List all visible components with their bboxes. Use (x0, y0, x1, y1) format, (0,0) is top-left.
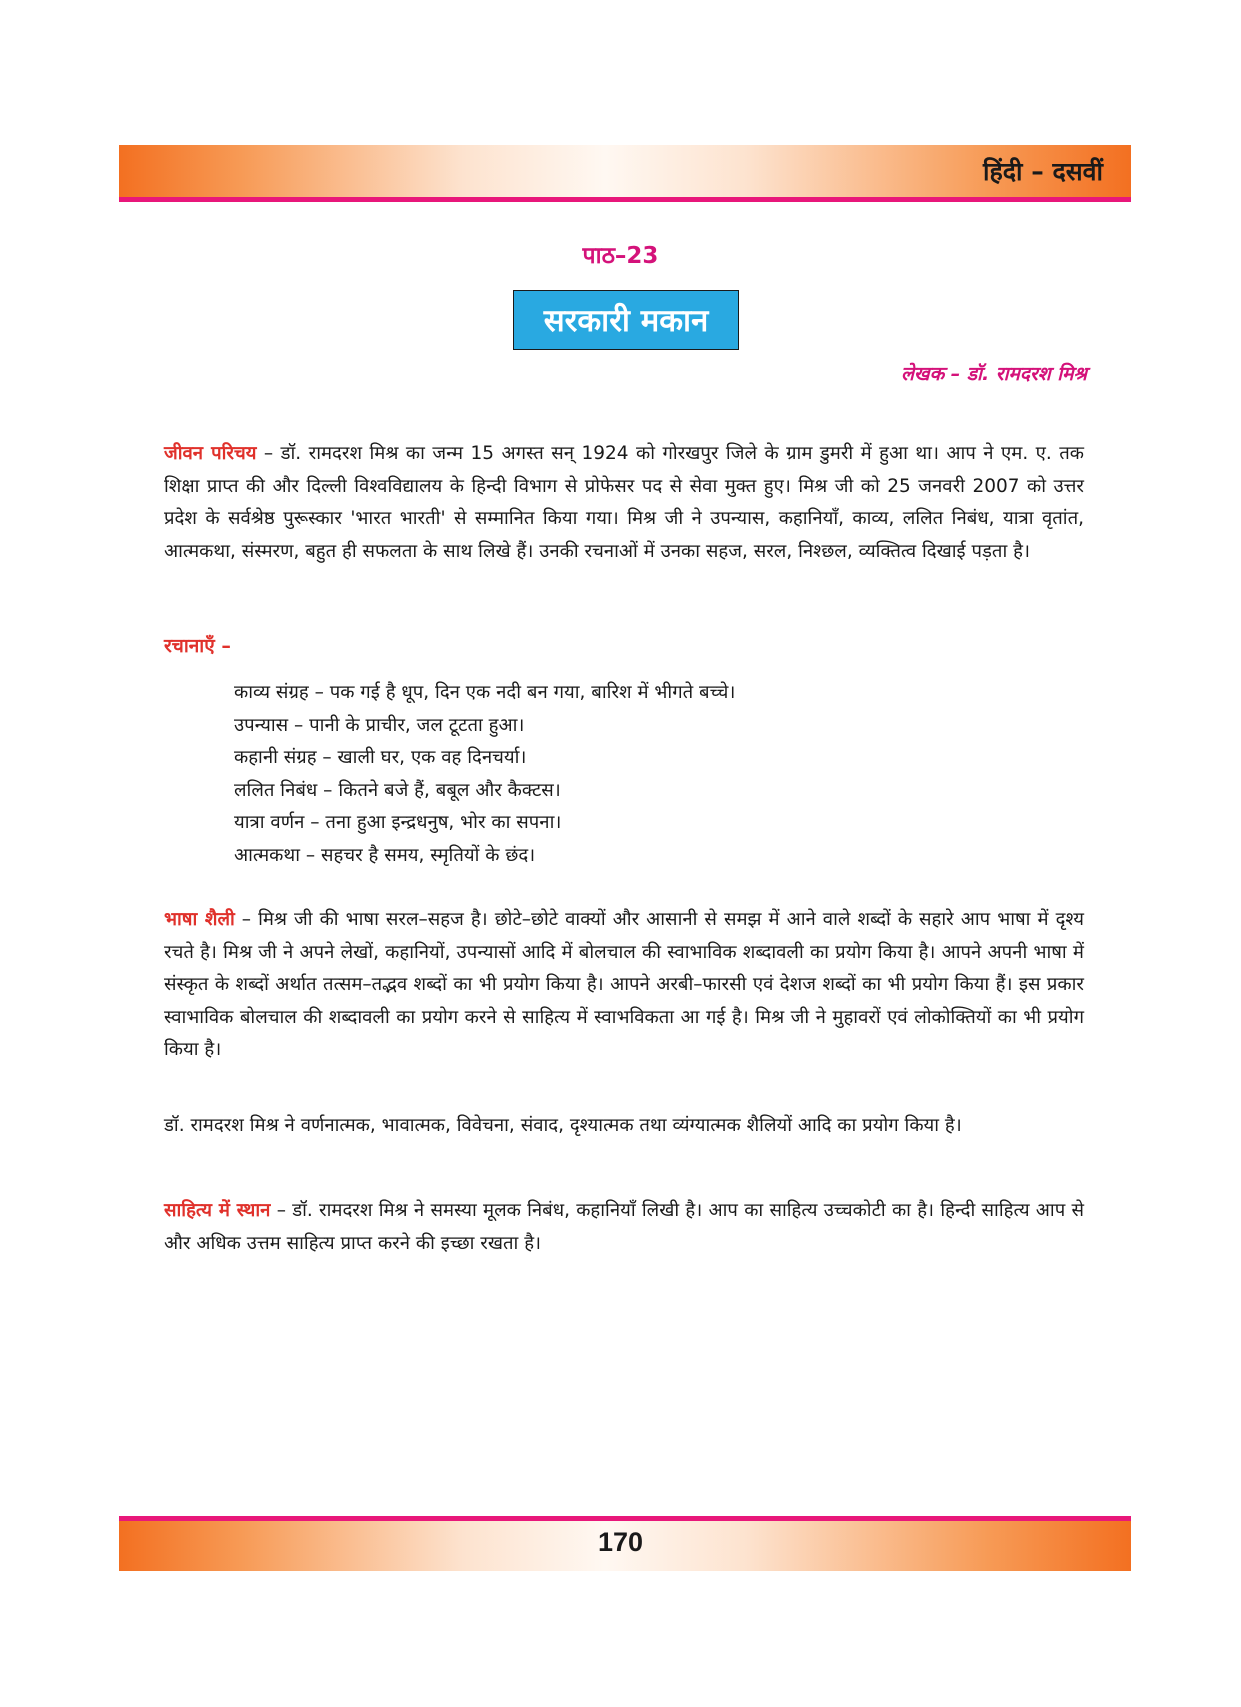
biography-paragraph (164, 438, 1084, 568)
works-heading: रचानाएँ – (164, 635, 231, 657)
header-band (119, 145, 1131, 197)
lesson-title-box (513, 290, 739, 350)
language-style-label: भाषा शैली (164, 909, 235, 930)
literary-place-paragraph (164, 1195, 1084, 1260)
list-item: उपन्यास – पानी के प्राचीर, जल टूटता हुआ। (234, 714, 525, 736)
literary-place-label: साहित्य में स्थान (164, 1200, 271, 1221)
literary-place-text: – डॉ. रामदरश मिश्र ने समस्या मूलक निबंध, कहानियाँ लिखी है। आप का साहित्य उच्चकोटी का है। हिन्दी साहित्य आप से और अधिक उत्तम साहित्य प्राप्त करने की इच्छा रखता है। (164, 1200, 1084, 1254)
header-divider (119, 197, 1131, 202)
biography-text: – डॉ. रामदरश मिश्र का जन्म 15 अगस्त सन् 1924 को गोरखपुर जिले के ग्राम डुमरी में हुआ था। आप ने एम. ए. तक शिक्षा प्राप्त की और दिल्ली विश्वविद्यालय के हिन्दी विभाग से प्रोफेसर पद से सेवा मुक्त हुए। मिश्र जी को 25 जनवरी 2007 को उत्तर प्रदेश के सर्वश्रेष्ठ पुरूस्कार 'भारत भारती' से सम्मानित किया गया। मिश्र जी ने उपन्यास, कहानियाँ, काव्य, ललित निबंध, यात्रा वृतांत, आत्मकथा, संस्मरण, बहुत ही सफलता के साथ लिखे हैं। उनकी रचनाओं में उनका सहज, सरल, निश्छल, व्यक्तित्व दिखाई पड़ता है। (164, 443, 1084, 562)
lesson-title: सरकारी मकान (543, 303, 709, 339)
language-style-text: – मिश्र जी की भाषा सरल–सहज है। छोटे–छोटे वाक्यों और आसानी से समझ में आने वाले शब्दों के सहारे आप भाषा में दृश्य रचते है। मिश्र जी ने अपने लेखों, कहानियों, उपन्यासों आदि में बोलचाल की स्वाभाविक शब्दावली का प्रयोग किया है। आपने अपनी भाषा में संस्कृत के शब्दों अर्थात तत्सम–तद्भव शब्दों का भी प्रयोग किया है। आपने अरबी–फारसी एवं देशज शब्दों का भी प्रयोग किया हैं। इस प्रकार स्वाभाविक बोलचाल की शब्दावली का प्रयोग करने से साहित्य में स्वाभविकता आ गई है। मिश्र जी ने मुहावरों एवं लोकोक्तियों का भी प्रयोग किया है। (164, 909, 1084, 1060)
list-item: आत्मकथा – सहचर है समय, स्मृतियों के छंद। (234, 844, 536, 866)
list-item: यात्रा वर्णन – तना हुआ इन्द्रधनुष, भोर का सपना। (234, 812, 562, 833)
list-item: कहानी संग्रह – खाली घर, एक वह दिनचर्या। (234, 747, 527, 768)
biography-label: जीवन परिचय (164, 443, 257, 464)
works-list (234, 677, 1054, 872)
author-line: लेखक – डॉ. रामदरश मिश्र (901, 363, 1087, 385)
list-item: काव्य संग्रह – पक गई है धूप, दिन एक नदी बन गया, बारिश में भीगते बच्चे। (234, 682, 736, 703)
list-item: ललित निबंध – कितने बजे हैं, बबूल और कैक्टस। (234, 779, 561, 801)
lesson-number: पाठ–23 (582, 243, 659, 269)
page-number: 170 (597, 1527, 644, 1557)
styles-paragraph: डॉ. रामदरश मिश्र ने वर्णनात्मक, भावात्मक, विवेचना, संवाद, दृश्यात्मक तथा व्यंग्यात्मक शैलियों आदि का प्रयोग किया है। (164, 1115, 962, 1136)
book-title: हिंदी – दसवीं (983, 157, 1103, 186)
language-style-paragraph (164, 904, 1084, 1067)
